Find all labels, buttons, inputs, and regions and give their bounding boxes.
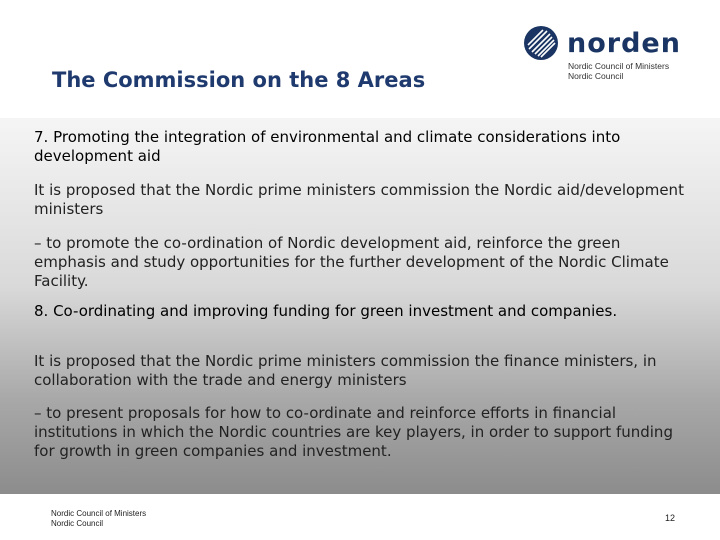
swan-icon	[523, 25, 559, 61]
paragraph-8b: – to present proposals for how to co-ordinate and reinforce efforts in financial institutions in which the Nordic countries are key players, in order to support funding for growth in green companies and investment.	[34, 404, 673, 460]
footer-org-line-2: Nordic Council	[51, 519, 104, 528]
paragraph-7a: It is proposed that the Nordic prime ministers commission the Nordic aid/development ministers	[34, 181, 684, 218]
heading-item-7: 7. Promoting the integration of environmental and climate considerations into development aid	[34, 128, 621, 165]
paragraph-7b: – to promote the co-ordination of Nordic development aid, reinforce the green emphasis and study opportunities for the further development of the Nordic Climate Facility.	[34, 234, 669, 290]
slide-title: The Commission on the 8 Areas	[52, 68, 426, 92]
page-number: 12	[664, 513, 675, 523]
heading-item-8: 8. Co-ordinating and improving funding for green investment and companies.	[34, 302, 618, 320]
org-line-2: Nordic Council	[568, 71, 624, 81]
org-line-1: Nordic Council of Ministers	[568, 61, 670, 71]
footer-org-name	[51, 509, 146, 529]
norden-logo	[523, 25, 683, 65]
logo-wordmark: norden	[567, 28, 681, 59]
footer-org-line-1: Nordic Council of Ministers	[51, 509, 147, 518]
paragraph-8a: It is proposed that the Nordic prime ministers commission the finance ministers, in collaboration with the trade and energy ministers	[34, 352, 657, 389]
org-name	[568, 61, 669, 81]
